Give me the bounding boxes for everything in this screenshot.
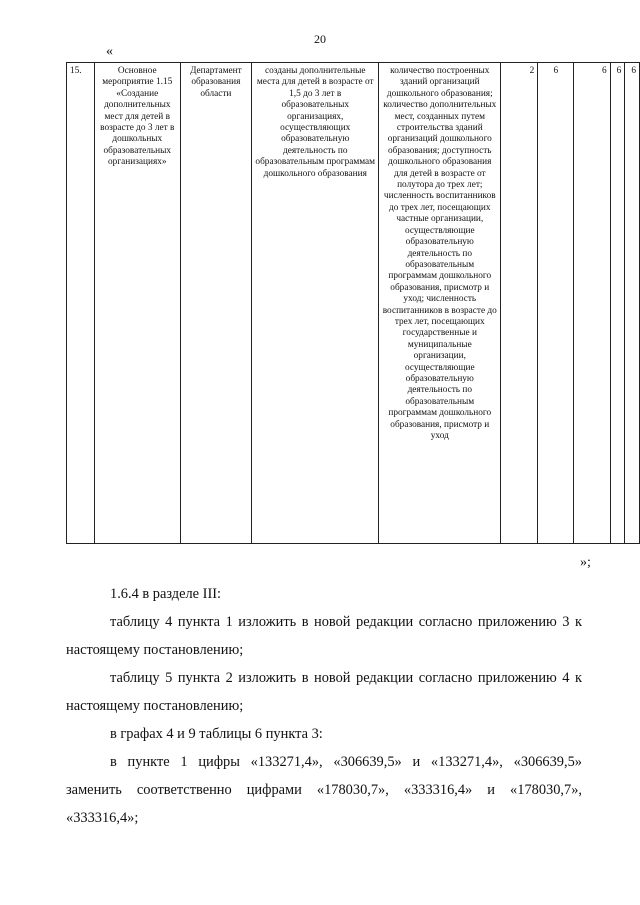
indicators: количество построенных зданий организаций дошкольного образования; количество дополнительных мест, созданных путем строительства зданий организаций дошкольного образования; доступность дошкольного образования для детей в возрасте от полутора до трех лет; численность воспитанников до трех лет, посещающих частные организации, осуществляющие образовательную деятельность по образовательным программам дошкольного образования, присмотр и уход; численность воспитанников в возрасте до трех лет, посещающих государственные и муниципальные организации, осуществляющие образовательную деятельность по образовательным программам дошкольного образования, присмотр и уход bbox=[379, 63, 501, 544]
paragraph-table-4: таблицу 4 пункта 1 изложить в новой редакции согласно приложению 3 к настоящему постановлению; bbox=[66, 614, 582, 658]
measures-table bbox=[66, 62, 640, 544]
indicator-value-5: 6 bbox=[625, 63, 640, 544]
row-number: 15. bbox=[67, 63, 95, 544]
indicator-value-3: 6 bbox=[574, 63, 610, 544]
page-number: 20 bbox=[314, 32, 326, 46]
measure-name: Основное мероприятие 1.15 «Создание дополнительных мест для детей в возрасте до 3 лет в дошкольных образовательных организациях» bbox=[94, 63, 180, 544]
closing-quote-mark: »; bbox=[580, 555, 591, 570]
paragraph-table-5: таблицу 5 пункта 2 изложить в новой редакции согласно приложению 4 к настоящему постановлению; bbox=[66, 670, 582, 714]
amendments-text bbox=[66, 580, 582, 832]
indicator-value-4: 6 bbox=[610, 63, 625, 544]
expected-result: созданы дополнительные места для детей в возрасте от 1,5 до 3 лет в образовательных организациях, осуществляющих образовательную деятельность по образовательным программам дошкольного образования bbox=[252, 63, 379, 544]
table-row bbox=[67, 63, 640, 544]
indicator-value-1: 2 bbox=[501, 63, 538, 544]
opening-quote-mark: « bbox=[106, 44, 113, 59]
indicator-value-2: 6 bbox=[538, 63, 574, 544]
responsible-department: Департамент образования области bbox=[180, 63, 252, 544]
section-heading: 1.6.4 в разделе III: bbox=[110, 586, 222, 602]
paragraph-table-6: в графах 4 и 9 таблицы 6 пункта 3: bbox=[110, 726, 323, 742]
paragraph-figures: в пункте 1 цифры «133271,4», «306639,5» и «133271,4», «306639,5» заменить соответственно цифрами «178030,7», «333316,4» и «178030,7», «333316,4»; bbox=[66, 754, 582, 826]
